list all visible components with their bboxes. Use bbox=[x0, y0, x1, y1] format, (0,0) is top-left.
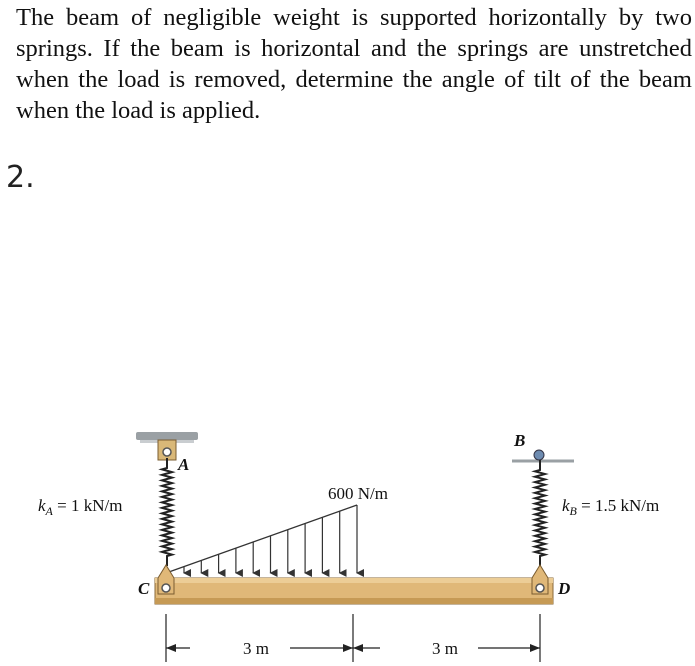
dimension-right-label: 3 m bbox=[432, 639, 458, 658]
spring-b bbox=[535, 460, 545, 566]
distributed-load bbox=[166, 505, 357, 573]
spring-b-constant bbox=[562, 496, 659, 518]
load-slope-line bbox=[166, 505, 357, 573]
pin-d bbox=[532, 565, 548, 594]
spring-a-constant bbox=[38, 496, 122, 518]
ka-subscript: A bbox=[45, 504, 53, 518]
kb-value: = 1.5 kN/m bbox=[576, 496, 660, 515]
label-a: A bbox=[178, 455, 190, 474]
support-b bbox=[512, 450, 574, 461]
label-b: B bbox=[514, 431, 526, 450]
beam bbox=[155, 578, 553, 604]
kb-subscript: B bbox=[569, 504, 577, 518]
problem-number: 2. bbox=[6, 160, 35, 195]
dimension-left-label: 3 m bbox=[243, 639, 269, 658]
load-label: 600 N/m bbox=[328, 484, 388, 503]
ka-value: = 1 kN/m bbox=[52, 496, 123, 515]
kb-symbol: k bbox=[562, 496, 570, 515]
label-d: D bbox=[558, 579, 571, 598]
ka-symbol: k bbox=[38, 496, 46, 515]
spring-a bbox=[162, 458, 172, 566]
pin-c bbox=[158, 565, 174, 594]
dimension-lines bbox=[166, 614, 540, 662]
problem-statement: The beam of negligible weight is supported horizontally by two springs. If the beam is horizontal and the springs are unstretched when the load is removed, determine the angle of tilt of the beam when the load is applied. bbox=[16, 4, 692, 124]
label-c: C bbox=[138, 579, 150, 598]
